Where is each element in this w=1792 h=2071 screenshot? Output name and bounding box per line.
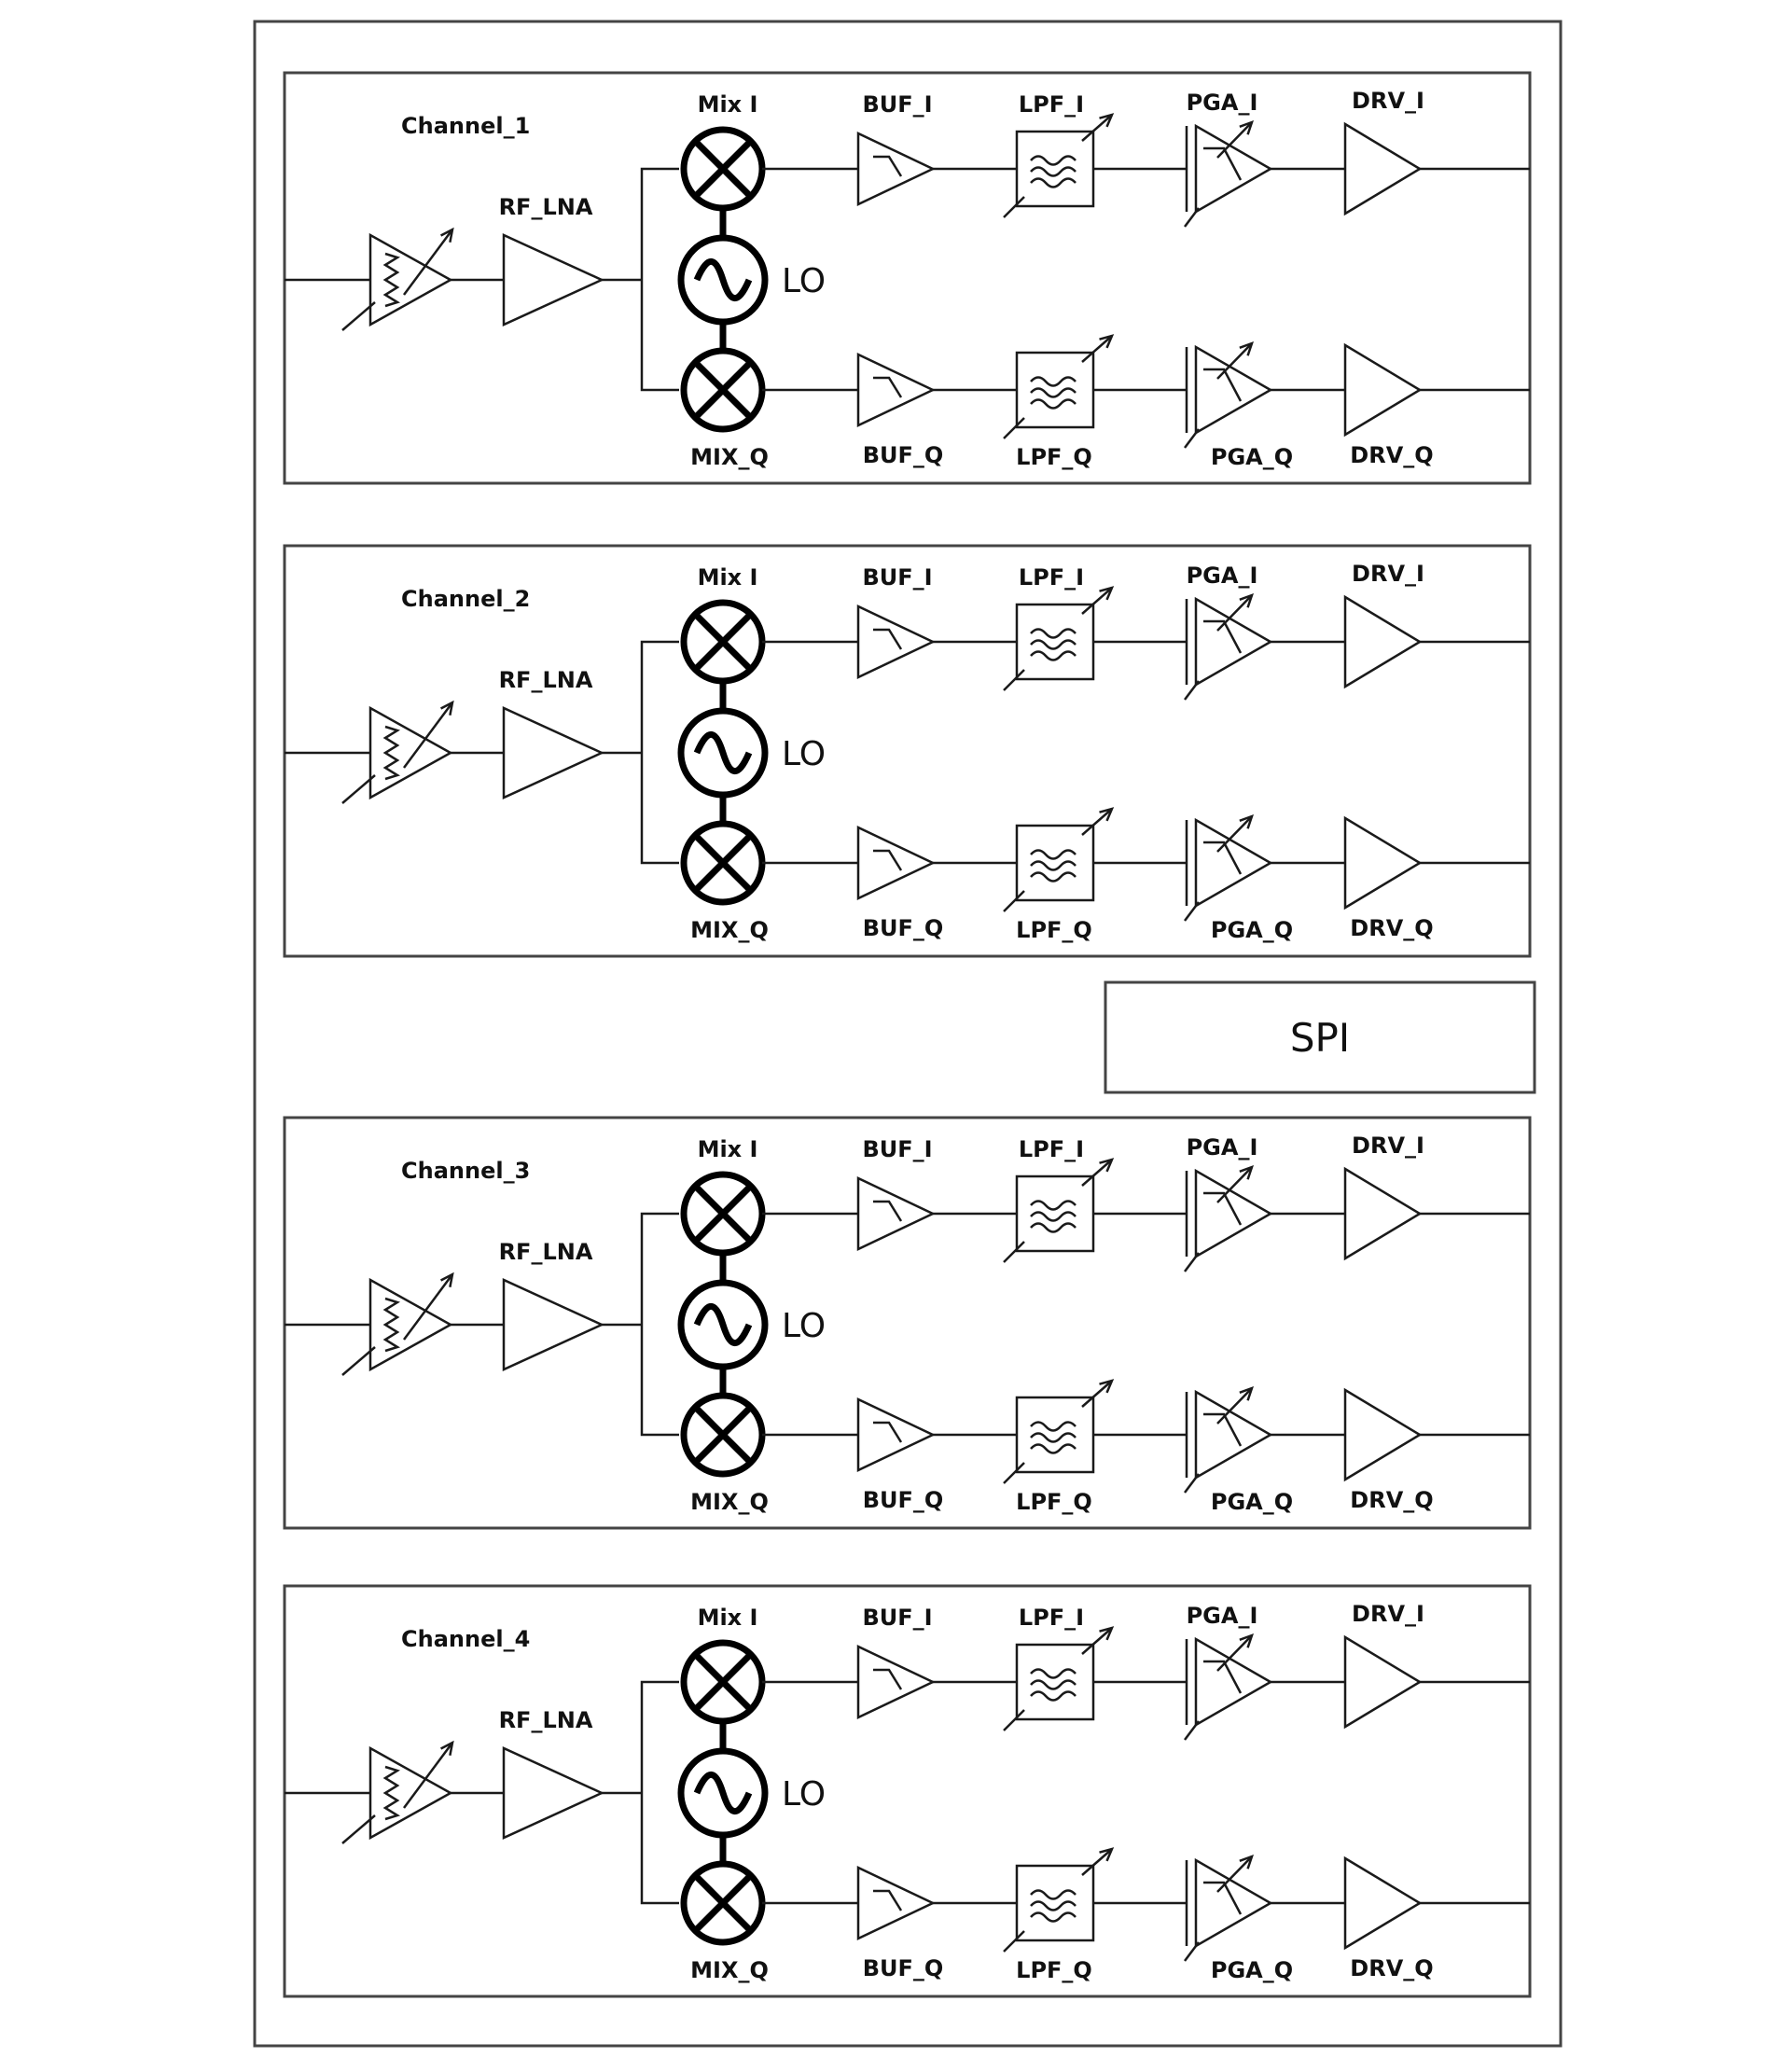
mix-q-label: MIX_Q	[690, 444, 769, 470]
mix-i-label: Mix I	[697, 1136, 758, 1162]
attenuator-resistor-icon	[385, 727, 397, 779]
mixer-i-icon	[684, 130, 762, 208]
pga-q-label: PGA_Q	[1210, 1957, 1294, 1983]
driver-i-triangle	[1345, 1169, 1420, 1258]
rf-lna-label: RF_LNA	[498, 194, 593, 220]
pga-i-triangle	[1196, 126, 1271, 212]
driver-q-triangle	[1345, 1858, 1420, 1948]
lo-label: LO	[782, 262, 827, 300]
rf-lna-triangle	[504, 1280, 602, 1369]
lpf-q-wave-icon	[1031, 1913, 1076, 1922]
attenuator-variable-arrow-icon-shaft	[404, 1274, 452, 1340]
drv-q-label: DRV_Q	[1350, 1955, 1434, 1981]
mixer-q-icon	[684, 1864, 762, 1942]
lpf-i-label: LPF_I	[1018, 1136, 1085, 1162]
mixer-q-icon	[684, 1396, 762, 1474]
attenuator-variable-arrow-icon	[404, 229, 452, 295]
buffer-i-lowpass-icon	[873, 630, 901, 649]
lpf-q-tunable-arrow-icon-shaft	[1082, 1381, 1112, 1407]
lpf-q-wave-icon	[1031, 378, 1076, 386]
attenuator-resistor-icon	[385, 1767, 397, 1819]
attenuator-resistor-icon	[385, 1299, 397, 1351]
lpf-i-label: LPF_I	[1018, 564, 1085, 591]
lpf-q-label: LPF_Q	[1016, 1957, 1092, 1983]
drv-i-label: DRV_I	[1352, 1601, 1424, 1627]
mix-i-label: Mix I	[697, 91, 758, 118]
path-q	[762, 1381, 1530, 1493]
rf-lna-triangle	[504, 708, 602, 798]
mix-q-label: MIX_Q	[690, 1957, 769, 1983]
channel-3	[285, 1118, 1530, 1528]
lpf-q-wave-icon	[1031, 1445, 1076, 1453]
lpf-i-wave-icon	[1031, 630, 1076, 638]
lpf-q-label: LPF_Q	[1016, 917, 1092, 943]
attenuator-variable-arrow-icon	[404, 1274, 452, 1340]
lpf-i-wave-icon	[1031, 1670, 1076, 1678]
lpf-q-wave-icon	[1031, 1434, 1076, 1442]
lpf-q-wave-icon	[1031, 1902, 1076, 1911]
path-i	[762, 115, 1530, 227]
lo-sine-icon	[697, 1774, 749, 1811]
attenuator-variable-arrow-icon-shaft	[404, 229, 452, 295]
channel-title: Channel_1	[401, 113, 531, 139]
driver-i-triangle	[1345, 124, 1420, 214]
path-q	[762, 336, 1530, 448]
channel-2	[285, 546, 1530, 956]
buf-q-label: BUF_Q	[862, 1955, 944, 1981]
lpf-q-wave-icon	[1031, 851, 1076, 859]
pga-i-triangle	[1196, 599, 1271, 685]
lpf-i-wave-icon	[1031, 652, 1076, 660]
pga-q-label: PGA_Q	[1210, 444, 1294, 470]
lpf-i-tunable-arrow-icon-shaft	[1082, 588, 1112, 614]
pga-q-triangle	[1196, 820, 1271, 906]
lo-label: LO	[782, 735, 827, 773]
lpf-i-wave-icon	[1031, 641, 1076, 649]
driver-q-triangle	[1345, 1390, 1420, 1480]
lpf-i-box	[1017, 132, 1093, 206]
lo-label: LO	[782, 1307, 827, 1345]
mix-i-label: Mix I	[697, 1605, 758, 1631]
driver-q-triangle	[1345, 345, 1420, 435]
attenuator-variable-arrow-icon	[404, 1743, 452, 1808]
lpf-q-tunable-arrow-icon-shaft	[1082, 809, 1112, 835]
lpf-q-label: LPF_Q	[1016, 1489, 1092, 1515]
pga-i-label: PGA_I	[1186, 1134, 1258, 1161]
lpf-q-wave-icon	[1031, 1891, 1076, 1899]
mix-q-label: MIX_Q	[690, 1489, 769, 1515]
drv-q-label: DRV_Q	[1350, 1487, 1434, 1513]
buf-i-label: BUF_I	[862, 564, 933, 591]
rf-lna-label: RF_LNA	[498, 667, 593, 693]
lpf-i-wave-icon	[1031, 1692, 1076, 1701]
lpf-i-tunable-arrow-icon	[1082, 1160, 1112, 1186]
spi-label: SPI	[1289, 1015, 1351, 1061]
path-q	[762, 809, 1530, 921]
rf-lna-label: RF_LNA	[498, 1239, 593, 1265]
lpf-q-tunable-arrow-icon-shaft	[1082, 1849, 1112, 1875]
lpf-q-wave-icon	[1031, 1423, 1076, 1431]
lpf-i-box	[1017, 1645, 1093, 1719]
buffer-q-lowpass-icon	[873, 1423, 901, 1442]
splitter-wire	[642, 642, 679, 863]
buffer-q-lowpass-icon	[873, 1891, 901, 1911]
lpf-q-wave-icon	[1031, 389, 1076, 397]
rf-lna-label: RF_LNA	[498, 1707, 593, 1733]
mixer-i-icon	[684, 603, 762, 681]
driver-i-triangle	[1345, 597, 1420, 687]
mixer-q-icon	[684, 351, 762, 429]
lpf-i-wave-icon	[1031, 168, 1076, 176]
path-i	[762, 1160, 1530, 1272]
buffer-i-lowpass-icon	[873, 1670, 901, 1689]
rf-lna-triangle	[504, 1748, 602, 1838]
pga-i-label: PGA_I	[1186, 1603, 1258, 1629]
rf-lna-triangle	[504, 235, 602, 325]
channel-title: Channel_3	[401, 1158, 531, 1184]
pga-q-label: PGA_Q	[1210, 1489, 1294, 1515]
drv-q-label: DRV_Q	[1350, 442, 1434, 468]
lpf-q-box	[1017, 1397, 1093, 1472]
buffer-i-lowpass-icon	[873, 1202, 901, 1221]
buf-q-label: BUF_Q	[862, 442, 944, 468]
lpf-i-box	[1017, 1176, 1093, 1251]
mixer-i-icon	[684, 1174, 762, 1253]
lpf-q-box	[1017, 826, 1093, 900]
driver-q-triangle	[1345, 818, 1420, 908]
lpf-q-wave-icon	[1031, 400, 1076, 409]
lpf-q-box	[1017, 353, 1093, 427]
lpf-i-wave-icon	[1031, 1681, 1076, 1689]
splitter-wire	[642, 1214, 679, 1435]
path-i	[762, 588, 1530, 700]
attenuator-variable-arrow-icon-shaft	[404, 702, 452, 768]
drv-i-label: DRV_I	[1352, 1133, 1424, 1159]
channel-4	[285, 1586, 1530, 1996]
drv-q-label: DRV_Q	[1350, 915, 1434, 941]
channel-1	[285, 73, 1530, 483]
lpf-i-tunable-arrow-icon-shaft	[1082, 1160, 1112, 1186]
attenuator-variable-arrow-icon	[404, 702, 452, 768]
lpf-q-tunable-arrow-icon	[1082, 1849, 1112, 1875]
lo-sine-icon	[697, 261, 749, 298]
lpf-i-wave-icon	[1031, 1213, 1076, 1221]
lpf-i-tunable-arrow-icon	[1082, 588, 1112, 614]
pga-i-label: PGA_I	[1186, 563, 1258, 589]
lpf-i-tunable-arrow-icon-shaft	[1082, 115, 1112, 141]
drv-i-label: DRV_I	[1352, 561, 1424, 587]
splitter-wire	[642, 169, 679, 390]
lpf-i-tunable-arrow-icon	[1082, 1628, 1112, 1654]
pga-q-triangle	[1196, 1392, 1271, 1478]
buffer-q-lowpass-icon	[873, 851, 901, 870]
driver-i-triangle	[1345, 1637, 1420, 1727]
lpf-q-tunable-arrow-icon	[1082, 1381, 1112, 1407]
lpf-q-tunable-arrow-icon	[1082, 336, 1112, 362]
outer-frame	[255, 21, 1561, 2046]
lpf-i-wave-icon	[1031, 179, 1076, 188]
lpf-i-label: LPF_I	[1018, 91, 1085, 118]
mixer-i-icon	[684, 1643, 762, 1721]
path-i	[762, 1628, 1530, 1740]
lo-sine-icon	[697, 734, 749, 771]
buf-i-label: BUF_I	[862, 1136, 933, 1162]
buf-q-label: BUF_Q	[862, 915, 944, 941]
lpf-i-wave-icon	[1031, 157, 1076, 165]
lpf-i-wave-icon	[1031, 1224, 1076, 1232]
splitter-wire	[642, 1682, 679, 1903]
channel-title: Channel_2	[401, 586, 531, 612]
buffer-q-lowpass-icon	[873, 378, 901, 397]
lpf-i-label: LPF_I	[1018, 1605, 1085, 1631]
pga-q-triangle	[1196, 347, 1271, 433]
mixer-q-icon	[684, 824, 762, 902]
pga-i-triangle	[1196, 1171, 1271, 1257]
channel-title: Channel_4	[401, 1626, 531, 1652]
mix-q-label: MIX_Q	[690, 917, 769, 943]
lpf-q-tunable-arrow-icon	[1082, 809, 1112, 835]
buffer-i-lowpass-icon	[873, 157, 901, 176]
lpf-i-tunable-arrow-icon-shaft	[1082, 1628, 1112, 1654]
path-q	[762, 1849, 1530, 1961]
lo-label: LO	[782, 1775, 827, 1814]
mix-i-label: Mix I	[697, 564, 758, 591]
lpf-i-box	[1017, 605, 1093, 679]
buf-i-label: BUF_I	[862, 1605, 933, 1631]
lpf-i-tunable-arrow-icon	[1082, 115, 1112, 141]
pga-q-triangle	[1196, 1860, 1271, 1946]
lpf-i-wave-icon	[1031, 1202, 1076, 1210]
lpf-q-label: LPF_Q	[1016, 444, 1092, 470]
attenuator-resistor-icon	[385, 254, 397, 306]
buf-q-label: BUF_Q	[862, 1487, 944, 1513]
pga-i-label: PGA_I	[1186, 90, 1258, 116]
lpf-q-wave-icon	[1031, 873, 1076, 882]
lo-sine-icon	[697, 1306, 749, 1342]
spi-block	[1105, 982, 1535, 1092]
pga-i-triangle	[1196, 1639, 1271, 1725]
attenuator-variable-arrow-icon-shaft	[404, 1743, 452, 1808]
drv-i-label: DRV_I	[1352, 88, 1424, 114]
lpf-q-box	[1017, 1866, 1093, 1940]
lpf-q-wave-icon	[1031, 862, 1076, 870]
lpf-q-tunable-arrow-icon-shaft	[1082, 336, 1112, 362]
buf-i-label: BUF_I	[862, 91, 933, 118]
pga-q-label: PGA_Q	[1210, 917, 1294, 943]
